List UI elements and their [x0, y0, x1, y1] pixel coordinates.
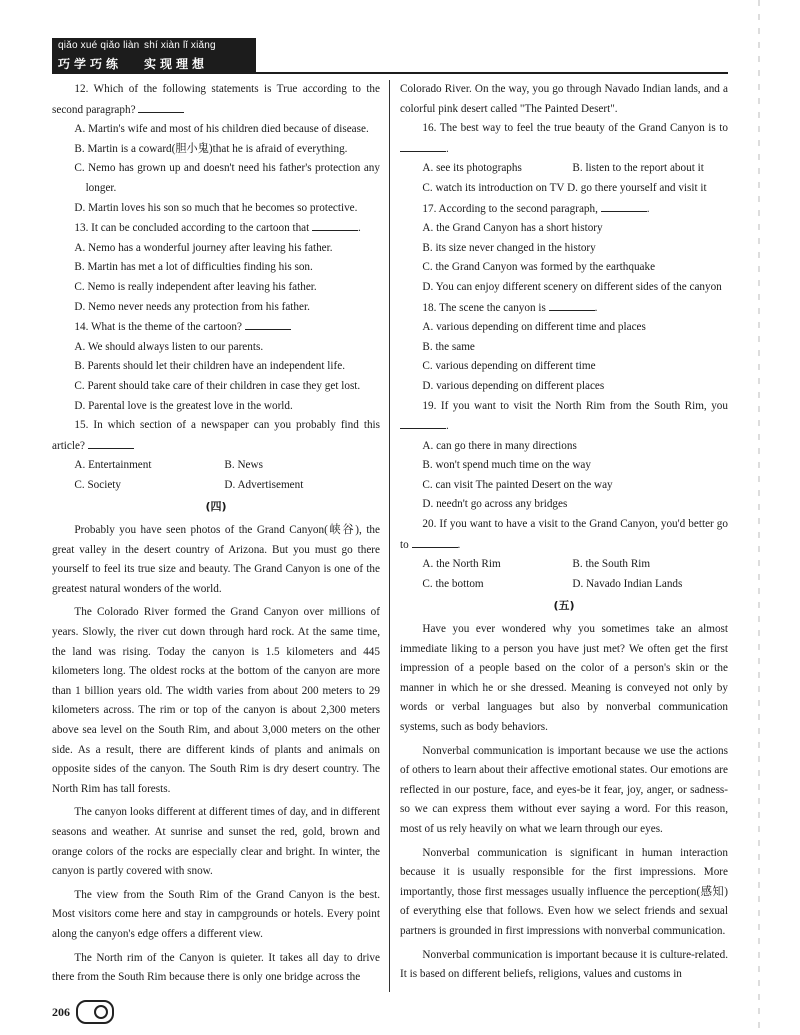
text: 15. In which section of a newspaper can you probably find this article?: [52, 419, 380, 452]
question-stem: [52, 416, 380, 456]
question-stem: [400, 515, 728, 555]
text: D. You can enjoy different scenery on different sides of the canyon: [422, 280, 722, 293]
answer-blank: [312, 218, 358, 231]
passage-paragraph: [400, 946, 728, 985]
text: A. can go there in many directions: [422, 439, 577, 452]
question-stem: [400, 199, 728, 220]
option-text: [63, 159, 380, 198]
text: 12. Which of the following statements is True according to the second paragraph?: [52, 83, 380, 116]
option-text: [411, 258, 728, 278]
header-pinyin-left: qiǎo xué qiǎo liàn: [58, 40, 140, 51]
option-row: [400, 159, 728, 179]
passage-paragraph: [52, 949, 380, 988]
option-text: [411, 377, 728, 397]
text: B. Martin has met a lot of difficulties finding his son.: [74, 261, 313, 274]
answer-blank: [549, 298, 595, 311]
answer-blank: [88, 436, 134, 449]
text: C. can visit The painted Desert on the way: [422, 478, 613, 491]
option-text: [411, 278, 728, 298]
question-stem: [52, 218, 380, 239]
text: D. Parental love is the greatest love in the world.: [74, 399, 293, 412]
text: D. various depending on different places: [422, 379, 605, 392]
header-pinyin-right: shí xiàn lǐ xiǎng: [144, 40, 216, 51]
header-title: [58, 55, 254, 72]
passage-paragraph: [400, 844, 728, 942]
text: 16. The best way to feel the true beauty of the Grand Canyon is to: [422, 122, 728, 135]
answer-blank: [400, 139, 446, 152]
question-stem: [52, 317, 380, 338]
option-text: [411, 456, 728, 476]
header-title-left: 巧学巧练: [58, 57, 123, 71]
option-text: C. Society: [74, 478, 122, 491]
option-text: B. listen to the report about it: [572, 162, 704, 175]
text: C. watch its introduction on TV D. go there yourself and visit it: [422, 181, 707, 194]
option-row: [52, 476, 380, 496]
text: D. Martin loves his son so much that he becomes so protective.: [74, 201, 358, 214]
option-text: [63, 298, 380, 318]
text: 14. What is the theme of the cartoon?: [74, 321, 242, 334]
option-text: A. Entertainment: [74, 459, 152, 472]
option-text: [411, 318, 728, 338]
text: Nonverbal communication is important because it is culture-related. It is based on different beliefs, religions, values and customs in: [400, 948, 728, 981]
text: .: [446, 420, 449, 433]
text: .: [446, 142, 449, 155]
option-row: [400, 575, 728, 595]
text: (四): [205, 500, 227, 514]
text: 17. According to the second paragraph,: [422, 202, 598, 215]
option-text: [63, 239, 380, 259]
option-row: [400, 555, 728, 575]
text: B. won't spend much time on the way: [422, 459, 591, 472]
text: D. needn't go across any bridges: [422, 498, 568, 511]
text: Colorado River. On the way, you go through Navado Indian lands, and a colorful pink desert called "The Painted Desert".: [400, 83, 728, 115]
option-text: [411, 219, 728, 239]
text: C. Parent should take care of their children in case they get lost.: [74, 379, 361, 392]
text: B. Parents should let their children have an independent life.: [74, 360, 345, 373]
answer-blank: [245, 317, 291, 330]
option-text: B. News: [224, 459, 263, 472]
passage-paragraph: [52, 603, 380, 799]
text: 13. It can be concluded according to the cartoon that: [74, 222, 310, 235]
option-text: C. the bottom: [422, 577, 484, 590]
option-text: B. the South Rim: [572, 558, 651, 571]
text: B. Martin is a coward(胆小鬼)that he is afraid of everything.: [74, 142, 348, 155]
option-text: [411, 476, 728, 496]
left-column: [52, 80, 380, 988]
right-column: [400, 80, 728, 985]
passage-paragraph: [52, 886, 380, 945]
header-title-right: 实现理想: [144, 57, 209, 71]
option-text: [63, 120, 380, 140]
text: C. Nemo is really independent after leaving his father.: [74, 280, 317, 293]
section-heading: [400, 596, 728, 616]
passage-paragraph: [400, 80, 728, 119]
text: A. Nemo has a wonderful journey after leaving his father.: [74, 241, 333, 254]
text: Have you ever wondered why you sometimes take an almost immediate liking to a person you have just met? We often get the first impression of a people based on the color of a person's skin or the manner in which he or she dressed. Meaning is conveyed not only by words or verbal languages but also by nonverbal communication systems, such as body behaviors.: [400, 623, 728, 733]
section-heading: [52, 497, 380, 517]
answer-blank: [138, 100, 184, 113]
passage-paragraph: [52, 521, 380, 599]
text: Nonverbal communication is significant in human interaction because it is usually responsible for the first impressions. More importantly, those first messages usually influence the perception(感知) of everything else that follows. Even how we select friends and sexual partners is grounded in first impressions with nonverbal communication.: [400, 846, 728, 937]
page-header: [52, 38, 256, 72]
option-text: [63, 397, 380, 417]
page-footer: [52, 1000, 114, 1024]
text: .: [594, 301, 598, 314]
text: 20. If you want to have a visit to the Grand Canyon, you'd better go to: [400, 518, 728, 551]
text: D. Nemo never needs any protection from his father.: [74, 300, 310, 313]
passage-paragraph: [52, 803, 380, 881]
passage-paragraph: [400, 742, 728, 840]
text: A. We should always listen to our parents.: [74, 340, 264, 353]
text: C. Nemo has grown up and doesn't need his father's protection any longer.: [74, 162, 380, 194]
option-text: [63, 278, 380, 298]
text: Nonverbal communication is important because we use the actions of others to learn about their affective emotional states. Our emotions are reflected in our posture, face, and eyes-be it fear, joy, anger, or sadness-so we can express them without ever saying a word. For this reason, most of us rely heavily on what we learn through our eyes.: [400, 744, 728, 835]
option-text: [63, 258, 380, 278]
option-text: [63, 377, 380, 397]
answer-blank: [601, 199, 647, 212]
option-text: [63, 357, 380, 377]
text: .: [457, 538, 461, 551]
option-text: [411, 437, 728, 457]
text: .: [358, 222, 361, 235]
option-text: [411, 357, 728, 377]
question-stem: [400, 298, 728, 319]
text: (五): [553, 599, 575, 613]
text: C. the Grand Canyon was formed by the earthquake: [422, 261, 656, 274]
option-text: D. Advertisement: [224, 478, 304, 491]
option-text: [411, 338, 728, 358]
option-text: [411, 179, 728, 199]
text: B. its size never changed in the history: [422, 241, 596, 254]
option-row: [52, 456, 380, 476]
answer-blank: [412, 535, 458, 548]
question-stem: [400, 397, 728, 437]
option-text: [411, 239, 728, 259]
text: .: [646, 202, 650, 215]
text: 18. The scene the canyon is: [422, 301, 546, 314]
option-text: [63, 140, 380, 160]
option-text: [411, 495, 728, 515]
option-text: D. Navado Indian Lands: [572, 577, 683, 590]
option-text: [63, 199, 380, 219]
text: The view from the South Rim of the Grand Canyon is the best. Most visitors come here and stay in campgrounds or hotels. Every point along the canyon's edge offers a different view.: [52, 888, 380, 940]
page-number: 206: [52, 1004, 70, 1019]
passage-paragraph: [400, 620, 728, 738]
option-text: A. see its photographs: [422, 162, 522, 175]
text: Probably you have seen photos of the Grand Canyon(峡谷), the great valley in the desert country of Arizona. But you must go there yourself to feel its true size and beauty. The Grand Canyon is one of the greatest natural wonders of the world.: [52, 524, 380, 595]
header-rule: [52, 72, 728, 74]
option-text: A. the North Rim: [422, 558, 501, 571]
question-stem: [400, 119, 728, 159]
column-divider: [389, 80, 390, 992]
text: A. Martin's wife and most of his children died because of disease.: [74, 123, 369, 136]
logo-icon: [76, 1000, 114, 1024]
text: The Colorado River formed the Grand Canyon over millions of years. Slowly, the river cut down through hard rock. At the same time, the land was rising. Today the canyon is 1.5 kilometers and 445 kilometers long. The oldest rocks at the bottom of the canyon are more than 1 billion years old. The width varies from about 200 meters to 29 kilometers across. The rim or top of the canyon is about 2,300 meters above sea level on the South Rim, and about 3,000 meters on the other side. As a result, there are different kinds of plants and animals on opposite sides of the canyon. The South Rim is dry desert country. The North Rim has tall forests.: [52, 606, 380, 795]
question-stem: [52, 80, 380, 120]
answer-blank: [400, 416, 446, 429]
text: The canyon looks different at different times of day, and in different seasons and weather. At sunrise and sunset the red, gold, brown and orange colors of the rocks are especially clear and bright. In winter, the canyon is partly covered with snow.: [52, 806, 380, 878]
text: C. various depending on different time: [422, 360, 596, 373]
option-text: [63, 338, 380, 358]
header-pinyin: [58, 40, 254, 51]
scan-edge: [758, 0, 760, 1035]
text: A. the Grand Canyon has a short history: [422, 222, 603, 235]
text: The North rim of the Canyon is quieter. It takes all day to drive there from the South Rim because there is only one bridge across the: [52, 951, 380, 984]
text: B. the same: [422, 340, 475, 353]
text: 19. If you want to visit the North Rim from the South Rim, you: [422, 399, 728, 412]
text: A. various depending on different time and places: [422, 321, 646, 334]
